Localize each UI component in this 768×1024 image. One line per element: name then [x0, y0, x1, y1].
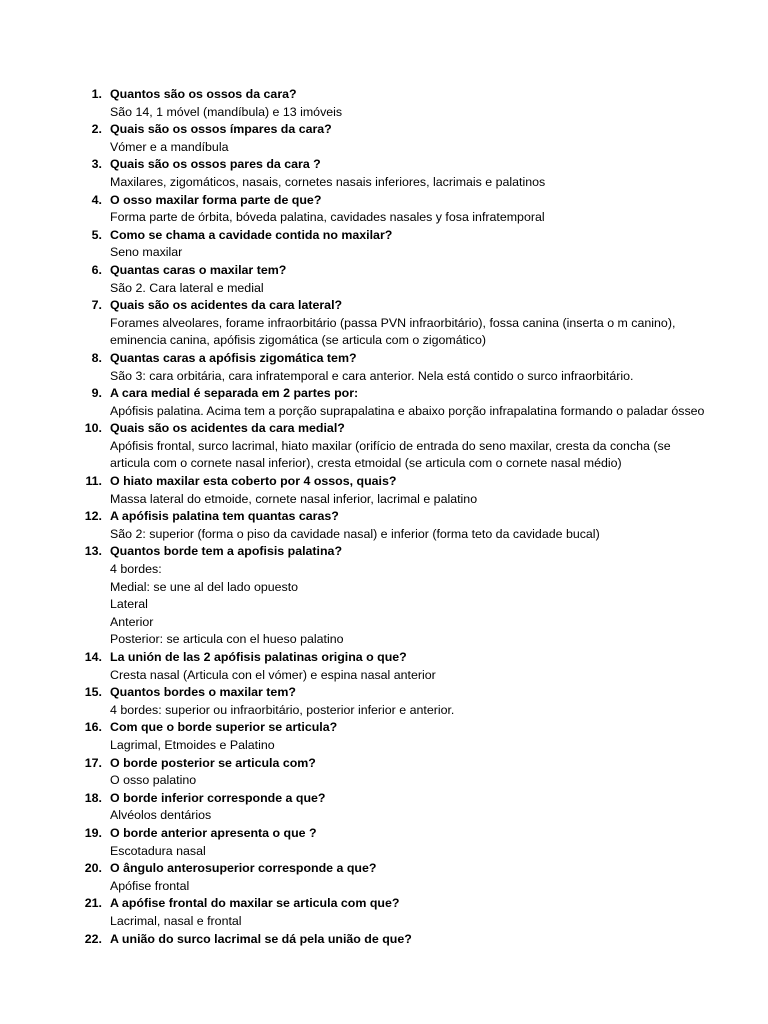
answer-line: 4 bordes: — [110, 562, 162, 577]
question-number: 13. — [84, 544, 102, 559]
answer-line: Apófisis palatina. Acima tem a porção suprapalatina e abaixo porção infrapalatina formando o paladar ósseo — [110, 403, 705, 418]
question-text: A cara medial é separada em 2 partes por: — [110, 386, 359, 401]
question-number: 16. — [84, 720, 102, 735]
question-text: Quantos bordes o maxilar tem? — [110, 685, 296, 700]
question-text: La unión de las 2 apófisis palatinas origina o que? — [110, 650, 407, 664]
answer-line: Lacrimal, nasal e frontal — [110, 913, 242, 928]
answer-line: Lagrimal, Etmoides e Palatino — [110, 737, 275, 752]
question-item — [0, 420, 768, 473]
question-item — [0, 649, 768, 684]
answer-line: Seno maxilar — [110, 245, 183, 260]
question-number: 12. — [84, 509, 102, 524]
question-text: O osso maxilar forma parte de que? — [110, 192, 322, 207]
question-item — [0, 508, 768, 543]
question-item — [0, 227, 768, 262]
question-item — [0, 297, 768, 350]
question-text: Quantas caras a apófisis zigomática tem? — [110, 350, 357, 365]
question-number: 10. — [84, 421, 102, 436]
question-number: 8. — [91, 350, 102, 365]
answer-line: São 2. Cara lateral e medial — [110, 280, 264, 295]
question-number: 1. — [91, 87, 102, 101]
question-item — [0, 543, 768, 649]
question-text: Quantos borde tem a apofisis palatina? — [110, 544, 343, 559]
question-item — [0, 931, 768, 949]
question-text: O borde anterior apresenta o que ? — [110, 825, 317, 840]
question-text: O ângulo anterosuperior corresponde a que? — [110, 861, 377, 876]
question-item — [0, 262, 768, 297]
question-number: 6. — [91, 262, 102, 277]
question-number: 4. — [91, 192, 102, 207]
question-number: 19. — [84, 825, 102, 840]
answer-line: Anterior — [110, 614, 154, 629]
answer-line: articula com o cornete nasal inferior), cresta etmoidal (se articula com o cornete nasal médio) — [110, 456, 622, 471]
question-text: Quais são os acidentes da cara lateral? — [110, 298, 343, 313]
answer-line: Posterior: se articula con el hueso palatino — [110, 632, 344, 647]
question-item — [0, 350, 768, 385]
question-number: 5. — [91, 227, 102, 242]
answer-line: Alvéolos dentários — [110, 808, 212, 823]
question-item — [0, 385, 768, 420]
question-text: A apófise frontal do maxilar se articula com que? — [110, 896, 400, 911]
question-number: 7. — [91, 298, 102, 313]
question-text: A união do surco lacrimal se dá pela união de que? — [110, 931, 412, 946]
question-number: 3. — [91, 157, 102, 172]
question-text: A apófisis palatina tem quantas caras? — [110, 509, 339, 524]
answer-line: Lateral — [110, 597, 148, 612]
question-text: Quais são os ossos pares da cara ? — [110, 157, 321, 172]
answer-line: Massa lateral do etmoide, cornete nasal inferior, lacrimal e palatino — [110, 491, 478, 506]
answer-line: Apófisis frontal, surco lacrimal, hiato maxilar (orifício de entrada do seno maxilar, cresta da concha (se — [110, 438, 671, 453]
question-text: Quais são os acidentes da cara medial? — [110, 421, 345, 436]
answer-line: Apófise frontal — [110, 878, 190, 893]
question-item — [0, 755, 768, 790]
answer-line: Forames alveolares, forame infraorbitário (passa PVN infraorbitário), fossa canina (inserta o m canino), — [110, 315, 676, 330]
question-item — [0, 192, 768, 227]
question-item — [0, 86, 768, 121]
question-text: Como se chama a cavidade contida no maxilar? — [110, 227, 393, 242]
question-text: O hiato maxilar esta coberto por 4 ossos, quais? — [110, 474, 397, 489]
answer-line: O osso palatino — [110, 773, 197, 788]
answer-line: 4 bordes: superior ou infraorbitário, posterior inferior e anterior. — [110, 702, 455, 717]
question-number: 15. — [84, 685, 102, 700]
question-item — [0, 719, 768, 754]
question-item — [0, 156, 768, 191]
question-text: Com que o borde superior se articula? — [110, 720, 338, 735]
question-number: 9. — [91, 386, 102, 401]
answer-line: Maxilares, zigomáticos, nasais, cornetes nasais inferiores, lacrimais e palatinos — [110, 174, 546, 189]
answer-line: Vómer e a mandíbula — [110, 139, 229, 154]
question-item — [0, 895, 768, 930]
answer-line: Escotadura nasal — [110, 843, 206, 858]
question-number: 18. — [84, 790, 102, 805]
answer-line: São 2: superior (forma o piso da cavidade nasal) e inferior (forma teto da cavidade bucal) — [110, 526, 600, 541]
question-number: 2. — [91, 122, 102, 137]
question-number: 17. — [84, 755, 102, 770]
answer-line: Medial: se une al del lado opuesto — [110, 579, 299, 594]
answer-line: eminencia canina, apófisis zigomática (se articula com o zigomático) — [110, 333, 487, 348]
question-number: 20. — [84, 861, 102, 876]
question-number: 22. — [84, 931, 102, 946]
question-number: 14. — [84, 650, 102, 664]
question-text: Quantas caras o maxilar tem? — [110, 262, 287, 277]
question-item — [0, 860, 768, 895]
question-item — [0, 825, 768, 860]
answer-line: São 3: cara orbitária, cara infratemporal e cara anterior. Nela está contido o surco infraorbitário. — [110, 368, 634, 383]
question-item — [0, 684, 768, 719]
question-number: 21. — [84, 896, 102, 911]
question-text: Quais são os ossos ímpares da cara? — [110, 122, 332, 137]
answer-line: Forma parte de órbita, bóveda palatina, cavidades nasales y fosa infratemporal — [110, 210, 545, 225]
answer-line: Cresta nasal (Articula con el vómer) e espina nasal anterior — [110, 667, 436, 682]
question-item — [0, 790, 768, 825]
question-text: O borde inferior corresponde a que? — [110, 790, 326, 805]
question-item — [0, 473, 768, 508]
question-text: O borde posterior se articula com? — [110, 755, 316, 770]
question-text: Quantos são os ossos da cara? — [110, 87, 297, 101]
document-page — [0, 86, 768, 948]
question-item — [0, 121, 768, 156]
question-number: 11. — [85, 474, 102, 489]
answer-line: São 14, 1 móvel (mandíbula) e 13 imóveis — [110, 104, 343, 119]
